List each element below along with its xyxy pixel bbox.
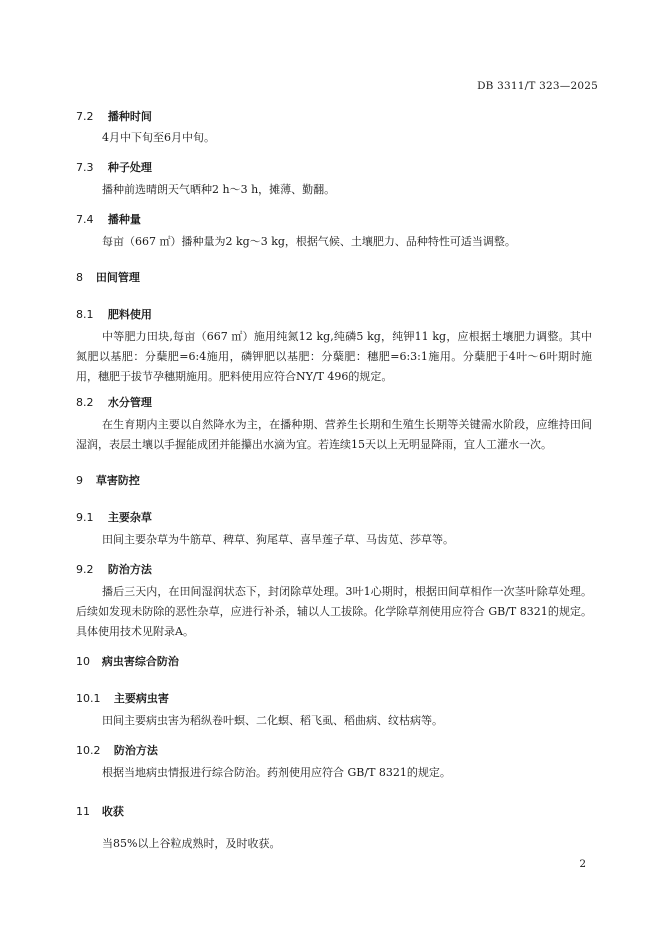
heading-8-1: [76, 306, 152, 322]
heading-8: [76, 269, 140, 285]
heading-9: [76, 472, 140, 488]
heading-number: 8.1: [76, 308, 94, 321]
heading-number: 10.2: [76, 744, 101, 757]
heading-title: 主要病虫害: [113, 692, 169, 705]
heading-number: 7.3: [76, 161, 94, 174]
page-number: 2: [579, 858, 586, 870]
paragraph-pests: 田间主要病虫害为稻纵卷叶螟、二化螟、稻飞虱、稻曲病、纹枯病等。: [102, 714, 443, 727]
heading-title: 草害防控: [95, 474, 140, 487]
heading-number: 7.4: [76, 213, 94, 226]
heading-title: 防治方法: [113, 744, 158, 757]
heading-number: 8: [76, 271, 83, 284]
paragraph-pest-control: 根据当地病虫情报进行综合防治。药剂使用应符合 GB/T 8321的规定。: [102, 766, 451, 779]
heading-title: 收获: [101, 805, 124, 818]
heading-title: 播种量: [107, 213, 141, 226]
heading-9-1: [76, 509, 152, 525]
heading-11: [76, 803, 124, 819]
paragraph-seeding-rate: 每亩（667 ㎡）播种量为2 kg～3 kg，根据气候、土壤肥力、品种特性可适当调整。: [102, 235, 516, 248]
paragraph-seed-treatment: 播种前选晴朗天气晒种2 h～3 h，摊薄、勤翻。: [102, 183, 336, 196]
document-code: DB 3311/T 323—2025: [477, 80, 598, 92]
heading-number: 11: [76, 805, 90, 818]
heading-title: 防治方法: [107, 563, 152, 576]
paragraph-fertilizer: 中等肥力田块,每亩（667 ㎡）施用纯氮12 kg,纯磷5 kg，纯钾11 kg，应根据土壤肥力调整。其中氮肥以基肥：分蘖肥=6:4施用，磷钾肥以基肥：分蘖肥：穗肥=6:3:1施用。分蘖肥于4叶～6叶期时施用，穗肥于拔节孕穗期施用。肥料使用应符合NY/T 496的规定。: [76, 330, 592, 383]
heading-number: 9.1: [76, 511, 94, 524]
heading-title: 种子处理: [107, 161, 152, 174]
paragraph-water: 在生育期内主要以自然降水为主，在播种期、营养生长期和生殖生长期等关键需水阶段，应维持田间湿润，表层土壤以手握能成团并能攥出水滴为宜。若连续15天以上无明显降雨，宜人工灌水一次。: [76, 418, 592, 451]
heading-title: 田间管理: [95, 271, 140, 284]
heading-10-1: [76, 690, 169, 706]
heading-7-2: [76, 108, 152, 124]
heading-number: 10.1: [76, 692, 101, 705]
paragraph-weeds: 田间主要杂草为牛筋草、稗草、狗尾草、喜旱莲子草、马齿苋、莎草等。: [102, 533, 454, 546]
heading-title: 水分管理: [107, 396, 152, 409]
heading-7-4: [76, 211, 141, 227]
heading-number: 9.2: [76, 563, 94, 576]
heading-7-3: [76, 159, 152, 175]
heading-title: 主要杂草: [107, 511, 152, 524]
heading-number: 7.2: [76, 110, 94, 123]
heading-title: 病虫害综合防治: [101, 655, 179, 668]
heading-number: 10: [76, 655, 90, 668]
paragraph-sowing-time: 4月中下旬至6月中旬。: [102, 131, 215, 144]
heading-title: 播种时间: [107, 110, 152, 123]
paragraph-harvest: 当85%以上谷粒成熟时，及时收获。: [102, 837, 281, 850]
heading-number: 9: [76, 474, 83, 487]
heading-8-2: [76, 394, 152, 410]
heading-9-2: [76, 561, 152, 577]
paragraph-weed-control: 播后三天内，在田间湿润状态下，封闭除草处理。3叶1心期时，根据田间草相作一次茎叶除草处理。后续如发现未防除的恶性杂草，应进行补杀，辅以人工拔除。化学除草剂使用应符合 GB/T 8321的规定。具体使用技术见附录A。: [76, 585, 592, 638]
heading-10-2: [76, 742, 158, 758]
heading-10: [76, 653, 179, 669]
heading-title: 肥料使用: [107, 308, 152, 321]
heading-number: 8.2: [76, 396, 94, 409]
